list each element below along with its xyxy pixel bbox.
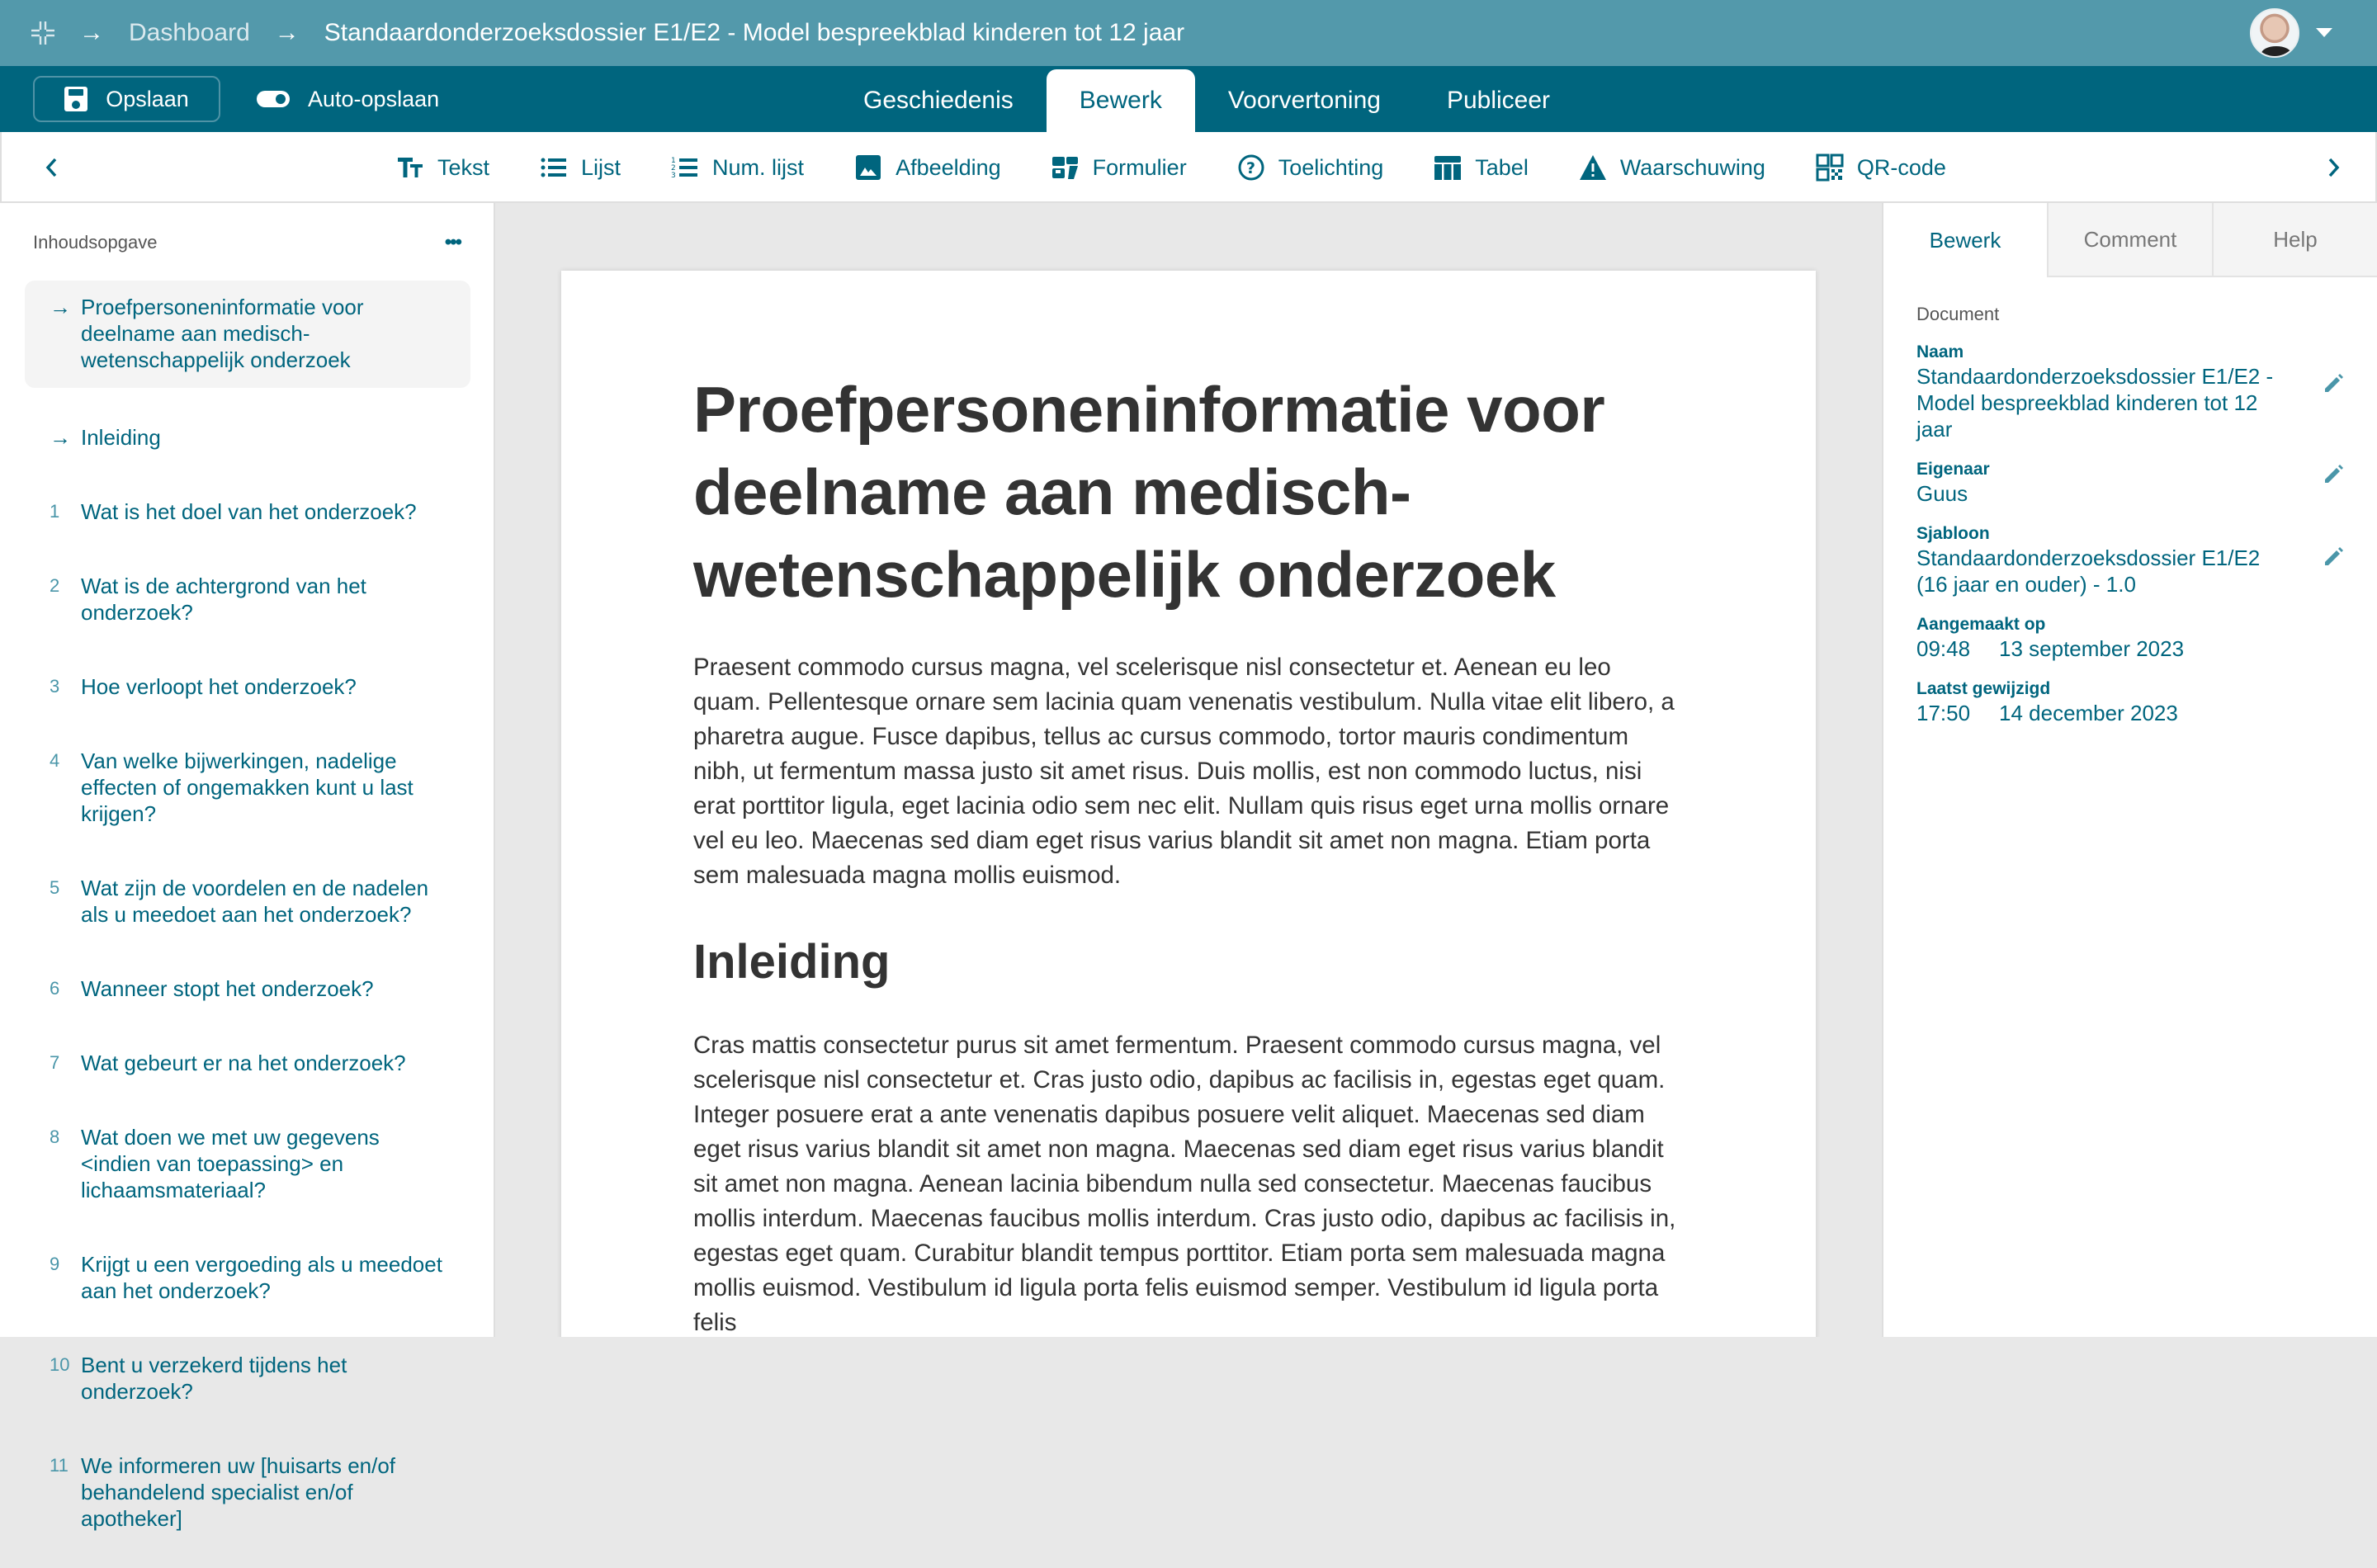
panel-tab-bewerk[interactable]: Bewerk	[1883, 203, 2047, 277]
toc-item-10[interactable]	[25, 1340, 470, 1416]
toolbar-scroll-left-button[interactable]	[26, 132, 76, 203]
field-naam	[1916, 342, 2344, 442]
autosave-toggle[interactable]	[257, 66, 439, 132]
more-options-icon[interactable]: •••	[444, 231, 461, 253]
form-icon	[1051, 153, 1080, 182]
document-page[interactable]	[561, 271, 1816, 1337]
chevron-left-icon	[44, 156, 59, 179]
insert-text-button[interactable]	[396, 153, 489, 182]
arrow-right-icon: →	[50, 425, 71, 450]
toc-item-6[interactable]	[25, 964, 470, 1013]
properties-panel	[1882, 203, 2377, 1337]
tab-publiceer[interactable]: Publiceer	[1446, 87, 1551, 114]
insert-list-label: Lijst	[581, 154, 621, 180]
toc-item-label: Wat zijn de voordelen en de nadelen als u meedoet aan het onderzoek?	[81, 876, 429, 927]
svg-text:1: 1	[671, 157, 676, 165]
field-laatst-gewijzigd	[1916, 678, 2344, 726]
toc-item-label: Proefpersoneninformatie voor deelname aan medisch-wetenschappelijk onderzoek	[81, 295, 364, 372]
edit-pencil-icon[interactable]	[2323, 546, 2344, 568]
toc-item-number: 11	[50, 1455, 69, 1476]
insert-table-label: Tabel	[1475, 154, 1529, 180]
toc-item-number: 6	[50, 978, 60, 999]
toc-item-3[interactable]	[25, 662, 470, 711]
warning-icon	[1579, 153, 1607, 182]
numbered-list-icon	[671, 153, 699, 182]
field-eigenaar	[1916, 459, 2344, 507]
edit-pencil-icon[interactable]	[2323, 373, 2344, 394]
insert-numbered-list-button[interactable]	[671, 153, 804, 182]
breadcrumb-current-document: Standaardonderzoeksdossier E1/E2 - Model bespreekblad kinderen tot 12 jaar	[324, 19, 1185, 46]
editor-canvas[interactable]	[497, 203, 1882, 1337]
bullet-list-icon	[540, 153, 568, 182]
field-label: Laatst gewijzigd	[1916, 679, 2051, 698]
toc-item-label: Wanneer stopt het onderzoek?	[81, 976, 374, 1001]
toggle-switch-icon[interactable]	[257, 91, 290, 107]
field-label: Eigenaar	[1916, 460, 1990, 479]
toc-item-label: Bent u verzekerd tijdens het onderzoek?	[81, 1353, 347, 1404]
svg-text:2: 2	[671, 164, 676, 172]
field-value: Standaardonderzoeksdossier E1/E2 - Model bespreekblad kinderen tot 12 jaar	[1916, 364, 2274, 442]
field-value: Guus	[1916, 481, 1968, 506]
panel-tabs	[1883, 203, 2377, 277]
text-size-icon	[396, 153, 424, 182]
created-date: 13 september 2023	[1999, 636, 2185, 661]
field-sjabloon	[1916, 523, 2344, 597]
app-logo-icon[interactable]	[31, 21, 54, 45]
toc-item-9[interactable]	[25, 1240, 470, 1315]
toc-item-5[interactable]	[25, 863, 470, 939]
section-heading-inleiding[interactable]: Inleiding	[693, 935, 891, 989]
toc-item-title[interactable]	[25, 281, 470, 388]
table-icon	[1434, 153, 1462, 182]
field-label: Naam	[1916, 342, 1964, 361]
arrow-right-icon: →	[50, 295, 71, 319]
insert-qr-code-label: QR-code	[1856, 154, 1946, 180]
insert-image-button[interactable]	[854, 153, 1001, 182]
toc-item-8[interactable]	[25, 1112, 470, 1215]
document-action-bar	[0, 66, 2377, 132]
toc-item-label: Wat is het doel van het onderzoek?	[81, 499, 417, 524]
svg-text:?: ?	[1245, 159, 1255, 177]
insert-list-button[interactable]	[540, 153, 621, 182]
autosave-label: Auto-opslaan	[308, 86, 440, 111]
toc-item-label: Wat gebeurt er na het onderzoek?	[81, 1051, 406, 1075]
toc-item-4[interactable]	[25, 736, 470, 838]
toc-item-label: Krijgt u een vergoeding als u meedoet aan het onderzoek?	[81, 1252, 442, 1303]
tab-geschiedenis[interactable]: Geschiedenis	[863, 87, 1014, 114]
field-label: Aangemaakt op	[1916, 615, 2046, 634]
insert-warning-button[interactable]	[1579, 153, 1765, 182]
field-aangemaakt-op	[1916, 614, 2344, 662]
toc-item-number: 5	[50, 877, 60, 898]
toc-item-label: Hoe verloopt het onderzoek?	[81, 674, 357, 699]
field-label: Sjabloon	[1916, 524, 1990, 543]
qr-code-icon	[1816, 153, 1844, 182]
toc-item-label: We informeren uw [huisarts en/of behandelend specialist en/of apotheker]	[81, 1453, 396, 1531]
tab-bewerk[interactable]: Bewerk	[1047, 69, 1195, 132]
svg-text:3: 3	[671, 172, 676, 180]
document-section-label: Document	[1916, 304, 2000, 324]
tab-voorvertoning[interactable]: Voorvertoning	[1227, 87, 1381, 114]
toc-item-label: Wat doen we met uw gegevens <indien van toepassing> en lichaamsmateriaal?	[81, 1125, 380, 1202]
toc-item-number: 3	[50, 676, 60, 697]
insert-explanation-label: Toelichting	[1278, 154, 1384, 180]
breadcrumb-arrow-icon: →	[274, 19, 300, 46]
user-menu-caret-icon[interactable]	[2316, 28, 2332, 37]
toc-item-1[interactable]	[25, 487, 470, 536]
insert-qr-code-button[interactable]	[1816, 153, 1946, 182]
document-title[interactable]: Proefpersoneninformatie voor deelname aan medisch-wetenschappelijk onderzoek	[693, 373, 1605, 611]
help-circle-icon	[1237, 153, 1265, 182]
field-value	[1916, 700, 2286, 726]
modified-time: 17:50	[1916, 701, 1971, 725]
breadcrumb-dashboard[interactable]: Dashboard	[129, 19, 250, 46]
toolbar-scroll-right-button[interactable]	[2309, 132, 2359, 203]
insert-explanation-button[interactable]	[1237, 153, 1384, 182]
mode-tabs	[830, 69, 1583, 132]
insert-warning-label: Waarschuwing	[1619, 154, 1765, 180]
edit-pencil-icon[interactable]	[2323, 464, 2344, 485]
insert-toolbar	[0, 132, 2377, 203]
intro-paragraph[interactable]: Praesent commodo cursus magna, vel scelerisque nisl consectetur et. Aenean eu leo quam. Pellentesque ornare sem lacinia quam venenatis vestibulum. Nulla vitae elit libero, a pharetra augue. Fusce dapibus, tellus ac cursus commodo, tortor mauris condimentum nibh, ut fermentum massa justo sit amet risus. Duis mollis, est non commodo luctus, nisi erat porttitor ligula, eget lacinia odio sem nec elit. Nullam quis risus eget urna mollis ornare vel eu leo. Maecenas sed diam eget risus varius blandit sit amet non magna. Etiam porta sem malesuada magna mollis euismod.	[693, 654, 1675, 889]
toc-item-number: 9	[50, 1254, 60, 1274]
image-icon	[854, 153, 882, 182]
insert-numbered-list-label: Num. lijst	[712, 154, 805, 180]
chevron-right-icon	[2327, 156, 2342, 179]
toc-item-11[interactable]	[25, 1441, 470, 1543]
toc-item-label: Van welke bijwerkingen, nadelige effecten of ongemakken kunt u last krijgen?	[81, 749, 413, 826]
toc-item-2[interactable]	[25, 561, 470, 637]
floppy-disk-icon	[64, 87, 87, 111]
save-button[interactable]	[33, 76, 220, 122]
toc-item-number: 4	[50, 750, 60, 771]
field-value: Standaardonderzoeksdossier E1/E2 (16 jaar en ouder) - 1.0	[1916, 545, 2261, 597]
toc-item-inleiding[interactable]	[25, 413, 470, 462]
insert-image-label: Afbeelding	[896, 154, 1001, 180]
toc-item-number: 2	[50, 575, 60, 596]
inleiding-paragraph[interactable]: Cras mattis consectetur purus sit amet fermentum. Praesent commodo cursus magna, vel scelerisque nisl consectetur et. Cras justo odio, dapibus ac facilisis in, egestas eget quam. Integer posuere erat a ante venenatis dapibus posuere velit aliquet. Maecenas sed diam eget risus varius blandit sit amet non magna. Maecenas sed diam eget risus varius blandit sit amet non magna. Aenean lacinia bibendum nulla sed consectetur. Maecenas faucibus mollis interdum. Maecenas faucibus mollis interdum. Cras justo odio, dapibus ac facilisis in, egestas eget quam. Curabitur blandit tempus porttitor. Etiam porta sem malesuada magna mollis euismod. Vestibulum id ligula porta felis euismod semper. Vestibulum id ligula porta felis	[693, 1032, 1676, 1336]
user-avatar[interactable]	[2250, 8, 2299, 58]
created-time: 09:48	[1916, 636, 1971, 661]
breadcrumb-arrow-icon: →	[79, 19, 104, 46]
top-bar	[0, 0, 2377, 66]
save-button-label: Opslaan	[106, 86, 189, 111]
panel-tab-comment[interactable]: Comment	[2047, 203, 2212, 277]
toc-item-number: 1	[50, 501, 60, 522]
toc-list	[25, 281, 470, 1568]
toc-item-label: Inleiding	[81, 425, 161, 450]
toc-item-7[interactable]	[25, 1038, 470, 1088]
toc-item-number: 10	[50, 1354, 70, 1375]
toc-item-number: 8	[50, 1126, 60, 1147]
toc-title: Inhoudsopgave	[33, 232, 158, 253]
toc-item-number: 7	[50, 1052, 60, 1073]
insert-table-button[interactable]	[1434, 153, 1529, 182]
insert-form-button[interactable]	[1051, 153, 1187, 182]
modified-date: 14 december 2023	[1999, 701, 2178, 725]
field-value	[1916, 635, 2286, 662]
insert-form-label: Formulier	[1092, 154, 1187, 180]
panel-tab-help[interactable]: Help	[2212, 203, 2377, 277]
insert-text-label: Tekst	[437, 154, 490, 180]
toc-item-label: Wat is de achtergrond van het onderzoek?	[81, 574, 366, 625]
table-of-contents-panel	[0, 203, 495, 1531]
